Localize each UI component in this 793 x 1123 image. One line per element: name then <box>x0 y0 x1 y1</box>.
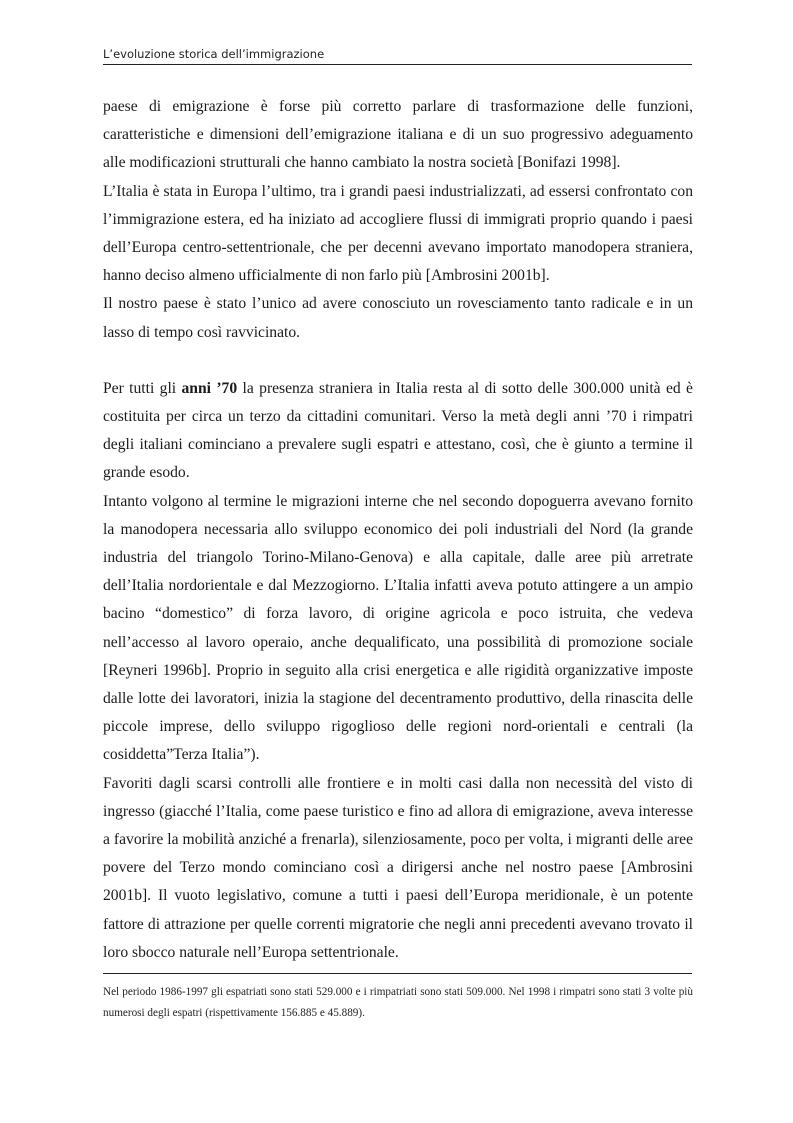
paragraph-6: Favoriti dagli scarsi controlli alle frontiere e in molti casi dalla non necessità del visto di ingresso (giacché l’Italia, come paese turistico e fino ad allora di emigrazione, aveva interesse a favorire la mobilità anziché a frenarla), silenziosamente, poco per volta, i migranti delle aree povere del Terzo mondo cominciano così a dirigersi anche nel nostro paese [Ambrosini 2001b]. Il vuoto legislativo, comune a tutti i paesi dell’Europa meridionale, è un potente fattore di attrazione per quelle correnti migratorie che negli anni precedenti avevano trovato il loro sbocco naturale nell’Europa settentrionale. <box>103 774 693 961</box>
paragraph-4 <box>103 375 693 488</box>
running-title: L’evoluzione storica dell’immigrazione <box>103 47 325 61</box>
paragraph-1: paese di emigrazione è forse più corretto parlare di trasformazione delle funzioni, caratteristiche e dimensioni dell’emigrazione italiana e di un suo progressivo adeguamento alle modificazioni strutturali che hanno cambiato la nostra società [Bonifazi 1998]. <box>103 98 693 172</box>
paragraph-3: Il nostro paese è stato l’unico ad avere conosciuto un rovesciamento tanto radicale e in un lasso di tempo così ravvicinato. <box>103 295 693 341</box>
paragraph-5: Intanto volgono al termine le migrazioni interne che nel secondo dopoguerra avevano fornito la manodopera necessaria allo sviluppo economico dei poli industriali del Nord (la grande industria del triangolo Torino-Milano-Genova) e alla capitale, dalle aree più arretrate dell’Italia nordorientale e dal Mezzogiorno. L’Italia infatti aveva potuto attingere a un ampio bacino “domestico” di forza lavoro, di origine agricola e poco istruita, che vedeva nell’accesso al lavoro operaio, anche dequalificato, una possibilità di promozione sociale [Reyneri 1996b]. Proprio in seguito alla crisi energetica e alle rigidità organizzative imposte dalle lotte dei lavoratori, inizia la stagione del decentramento produttivo, della rinascita delle piccole imprese, dello sviluppo rigoglioso delle regioni nord-orientali e centrali (la cosiddetta”Terza Italia”). <box>103 492 693 764</box>
running-header <box>103 44 692 65</box>
paragraph-2: L’Italia è stata in Europa l’ultimo, tra i grandi paesi industrializzati, ad essersi confrontato con l’immigrazione estera, ed ha iniziato ad accogliere flussi di immigrati proprio quando i paesi dell’Europa centro-settentrionale, che per decenni avevano importato manodopera straniera, hanno deciso almeno ufficialmente di non farlo più [Ambrosini 2001b]. <box>103 182 693 285</box>
paragraph-4-lead: Per tutti gli <box>103 379 182 397</box>
footnote-text: Nel periodo 1986-1997 gli espatriati sono stati 529.000 e i rimpatriati sono stati 509.000. Nel 1998 i rimpatri sono stati 3 volte più numerosi degli espatri (rispettivamente 156.885 e 45.889). <box>103 986 693 1019</box>
footnote-divider <box>103 973 692 974</box>
body-text <box>103 93 693 967</box>
footnote <box>103 982 693 1024</box>
paragraph-4-rest: la presenza straniera in Italia resta al di sotto delle 300.000 unità ed è costituita per circa un terzo da cittadini comunitari. Verso la metà degli anni ’70 i rimpatri degli italiani cominciano a prevalere sugli espatri e attestano, così, che è giunto a termine il grande esodo. <box>103 379 693 482</box>
paragraph-4-emphasis: anni ’70 <box>181 379 238 397</box>
